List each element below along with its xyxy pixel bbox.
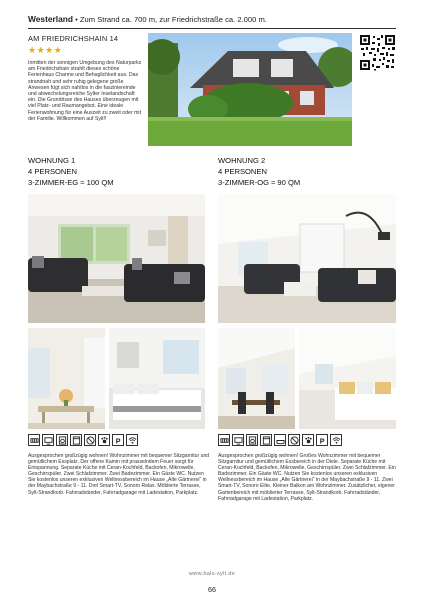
crib-icon [28,434,40,446]
washing-machine-icon [56,434,68,446]
page-number: 66 [208,585,216,594]
unit-2-title: WOHNUNG 2 [218,156,266,165]
tv-icon [42,434,54,446]
unit-2-size: 3-ZIMMER-OG ≈ 90 QM [218,178,301,187]
unit-2-description: Ausgesprochen großzügig wohnen! Großes Wohnzimmer mit bequemer Sitzgarnitur und gemütlichem Essbereich in der Diele. Separate Küche mit Ceran-Kochfeld, Backofen, Mikrowelle, Geschirrspüler. Zwei Schlafzimmer. Ein Badezimmer. Ein Gäste WC. Nutzen Sie kostenlos unseren exklusiven Wellnessbereich im Hause „Alte Gärtnerei“ in der Maybachstraße 9 - 11. Zwei Smart-TV, Sonoro Elite. Kleiner Balkon am Wohnzimmer. Zusätzlicher, eigener Gartenbereich mit möblierter Terrasse, Sylt-Strandkorb. Fahrradständer, Fahrradgarage mit Ladestation, Parkplatz. [218,453,396,502]
washing-machine-icon [246,434,258,446]
intro-text: Inmitten der sonnigen Umgebung des Naturparks am Friedrichshain strahlt dieses schöne Ferienhaus Charme und Behaglichkeit aus. Das strandnah und sehr ruhig gelegene große Anwesen fügt sich nahtlos in die fasziniereinde und abwechslungsreiche Sylter Inselandschaft ein. Die Grundrisse des Hauses überzeugen mit viel Platz- und Raumangebot. Eine ideale Ferienwohnung für eine Auszeit zu zweit oder mit der Familie. Willkommen auf Sylt!! [28,60,142,122]
rating-stars: ★★★★ [28,45,63,55]
footer-website-link[interactable]: www.bals-sylt.de [188,571,236,577]
parking-icon [112,434,124,446]
unit-1-persons: 4 PERSONEN [28,167,77,176]
unit-1-living-room-photo [28,194,205,323]
dishwasher-icon [70,434,82,446]
unit-1-bedroom-photo [109,328,205,429]
wifi-icon [126,434,138,446]
dishwasher-icon [260,434,272,446]
unit-1-description: Ausgesprochen großzügig wohnen! Wohnzimmer mit bequemer Sitzgarnitur und gemütlichem Essplatz. Der offene Kamin mit prasselndem Feuer sorgt für Entspannung. Separate Küche mit Ceran-Kochfeld, Backofen, Mikrowelle, Geschirrspüler. Zwei Schlafzimmer. Zwei Badezimmer. Ein Gäste WC. Nutzen Sie kostenlos unseren exklusiven Wellnessbereich im Hause „Alte Gärtnerei“ in der Maybachstraße 9 - 11. Drei Smart-TV, Sonoro Relax. Möblierte Terrasse, Sylt-Strandkorb. Fahrradständer, Fahrradgarage mit Ladestation, Parkplatz. [28,453,210,496]
wifi-icon [330,434,342,446]
no-pets-icon [98,434,110,446]
unit-2-header [218,155,300,188]
no-smoking-icon [288,434,300,446]
crib-icon [218,434,230,446]
unit-2-amenity-icons [218,434,342,448]
bathtub-icon [274,434,286,446]
house-exterior-photo [148,33,352,146]
unit-2-persons: 4 PERSONEN [218,167,267,176]
header-bullet: • [75,15,78,24]
unit-2-dining-photo [218,328,295,429]
no-smoking-icon [84,434,96,446]
property-title: AM FRIEDRICHSHAIN 14 [28,34,119,43]
parking-icon [316,434,328,446]
unit-1-amenity-icons [28,434,138,448]
qr-code[interactable] [359,34,396,71]
page-header [28,12,396,29]
no-pets-icon [302,434,314,446]
unit-2-bedroom-photo [299,328,396,429]
unit-2-living-room-photo [218,194,396,323]
unit-1-header [28,155,114,188]
svg-text:P: P [319,436,325,445]
unit-1-dining-photo [28,328,105,429]
header-distances: Zum Strand ca. 700 m, zur Friedrichstraße ca. 2.000 m. [79,15,267,24]
svg-text:P: P [115,436,121,445]
tv-icon [232,434,244,446]
unit-1-title: WOHNUNG 1 [28,156,76,165]
header-location: Westerland [28,14,73,24]
unit-1-size: 3-ZIMMER-EG ≈ 100 QM [28,178,114,187]
